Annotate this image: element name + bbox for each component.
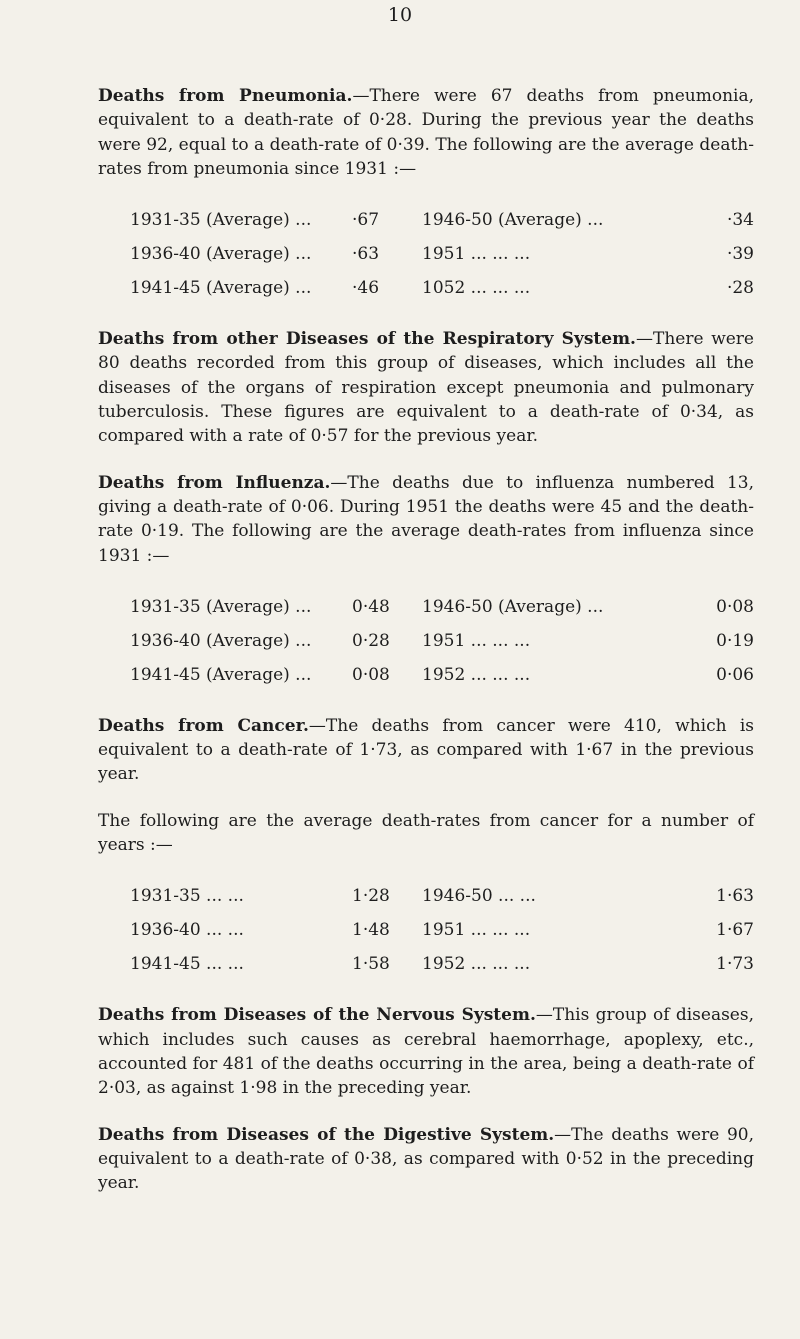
digestive-text: —The deaths were 90, equivalent to a death-rate of 0·38, as compared with 0·52 in the preceding year. [98, 1124, 754, 1194]
rate-value: 0·06 [716, 664, 754, 685]
rate-value: 1·58 [352, 954, 390, 975]
cancer-heading: Deaths from Cancer. [98, 715, 309, 736]
rate-value: 0·28 [352, 630, 390, 651]
cancer-paragraph [98, 714, 754, 787]
period-label: 1951 ... ... ... [422, 244, 531, 265]
rate-value: 0·08 [716, 596, 754, 617]
period-label: 1936-40 ... ... [130, 920, 244, 941]
period-label: 1936-40 (Average) ... [130, 244, 312, 265]
pneumonia-paragraph [98, 84, 754, 181]
period-label: 1936-40 (Average) ... [130, 630, 312, 651]
period-label: 1941-45 (Average) ... [130, 664, 312, 685]
respiratory-heading: Deaths from other Diseases of the Respiratory System. [98, 329, 636, 350]
rate-value: 0·08 [352, 664, 390, 685]
table-row [130, 624, 754, 658]
pneumonia-heading: Deaths from Pneumonia. [98, 86, 353, 106]
rate-value: ·39 [726, 244, 754, 265]
influenza-heading: Deaths from Influenza. [98, 472, 331, 493]
rate-value: 0·19 [716, 630, 754, 651]
nervous-heading: Deaths from Diseases of the Nervous System. [98, 1005, 536, 1026]
pneumonia-text: —There were 67 deaths from pneumonia, equivalent to a death-rate of 0·28. During the previous year the deaths were 92, equal to a death-rate of 0·39. The following are the average death-rates from pneumonia since 1931 :— [98, 86, 755, 179]
respiratory-paragraph [98, 327, 754, 448]
rate-value: 1·63 [716, 886, 754, 907]
rate-value: 1·48 [352, 920, 390, 941]
rate-value: 1·67 [716, 920, 754, 941]
period-label: 1941-45 ... ... [130, 954, 244, 975]
table-row [130, 913, 754, 947]
period-label: 1931-35 (Average) ... [130, 210, 312, 231]
period-label: 1946-50 (Average) ... [422, 210, 604, 231]
pneumonia-rates-table [130, 203, 754, 305]
period-label: 1931-35 ... ... [130, 886, 244, 907]
nervous-text: —This group of diseases, which includes such causes as cerebral haemorrhage, apoplexy, etc., accounted for 481 of the deaths occurring in the area, being a death-rate of 2·03, as against 1·98 in the preceding year. [98, 1005, 754, 1099]
rate-value: ·67 [352, 210, 380, 231]
influenza-rates-table [130, 590, 754, 692]
period-label: 1931-35 (Average) ... [130, 596, 312, 617]
digestive-heading: Deaths from Diseases of the Digestive System. [98, 1124, 555, 1145]
table-row [130, 879, 754, 913]
table-row [130, 947, 754, 981]
period-label: 1946-50 (Average) ... [422, 596, 604, 617]
rate-value: 1·73 [716, 954, 754, 975]
page-number: 10 [387, 4, 413, 26]
influenza-text: —The deaths due to influenza numbered 13, giving a death-rate of 0·06. During 1951 the deaths were 45 and the death-rate 0·19. The following are the average death-rates from influenza since 1931 :— [98, 472, 754, 566]
cancer-rates-table [130, 879, 754, 981]
cancer-followup-paragraph: The following are the average death-rates from cancer for a number of years :— [98, 810, 754, 856]
rate-value: ·34 [726, 210, 754, 231]
period-label: 1951 ... ... ... [422, 630, 531, 651]
cancer-text: —The deaths from cancer were 410, which is equivalent to a death-rate of 1·73, as compared with 1·67 in the previous year. [98, 715, 754, 785]
page-content [98, 84, 754, 1195]
rate-value: ·28 [726, 278, 754, 299]
table-row [130, 203, 754, 237]
period-label: 1052 ... ... ... [422, 278, 531, 299]
table-row [130, 271, 754, 305]
period-label: 1952 ... ... ... [422, 954, 531, 975]
period-label: 1952 ... ... ... [422, 664, 531, 685]
nervous-paragraph [98, 1003, 754, 1100]
digestive-paragraph [98, 1123, 754, 1196]
period-label: 1951 ... ... ... [422, 920, 531, 941]
table-row [130, 237, 754, 271]
rate-value: 1·28 [352, 886, 390, 907]
respiratory-text: —There were 80 deaths recorded from this group of diseases, which includes all the diseases of the organs of respiration except pneumonia and pulmonary tuberculosis. These figures are equivalent to a death-rate of 0·34, as compared with a rate of 0·57 for the previous year. [98, 329, 754, 447]
period-label: 1946-50 ... ... [422, 886, 536, 907]
table-row [130, 590, 754, 624]
rate-value: ·46 [352, 278, 380, 299]
period-label: 1941-45 (Average) ... [130, 278, 312, 299]
rate-value: 0·48 [352, 596, 390, 617]
table-row [130, 658, 754, 692]
rate-value: ·63 [352, 244, 380, 265]
influenza-paragraph [98, 471, 754, 568]
